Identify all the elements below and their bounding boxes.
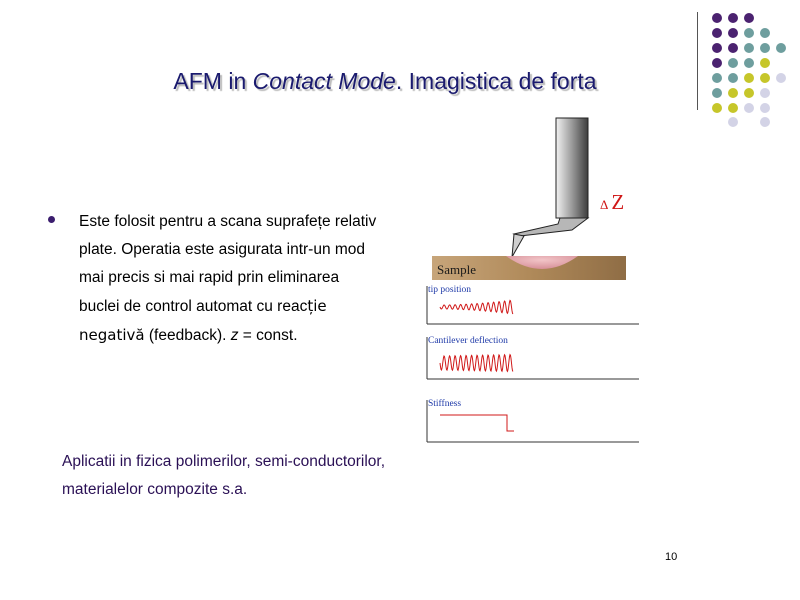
applications-text: Aplicatii in fizica polimerilor, semi-conductorilor, materialelor compozite s.a. — [62, 453, 386, 498]
bullet-text-main: Este folosit pentru a scana suprafețe relativ plate. Operatia este asigurata intr-un mod mai precis si mai rapid prin eliminarea buclei de control automat cu reac — [79, 213, 377, 315]
decorative-vertical-line — [697, 12, 698, 110]
probe-holder — [556, 118, 588, 218]
bullet-text — [79, 208, 379, 350]
dot-row-6 — [712, 88, 770, 98]
bullet-text-feedback-term: ție negativă — [79, 297, 327, 344]
dot-row-3 — [712, 43, 786, 53]
tip-position-label: tip position — [428, 285, 472, 295]
z-letter: Z — [611, 190, 625, 214]
decorative-dot-grid — [0, 0, 800, 130]
stiffness-label: Stiffness — [428, 399, 462, 409]
dot-row-4 — [712, 58, 770, 68]
title-italic: Contact Mode — [252, 68, 396, 94]
probe-tip — [512, 234, 524, 257]
cantilever-deflection-signal — [440, 355, 513, 372]
cantilever-deflection-label: Cantilever deflection — [428, 336, 508, 346]
dot-row-2 — [712, 28, 770, 38]
bullet-text-z: z — [230, 327, 239, 344]
dot-row-1 — [712, 13, 754, 23]
panel-cantilever-deflection — [427, 335, 639, 379]
tip-position-signal — [440, 300, 513, 314]
panel-tip-position — [427, 285, 639, 324]
bullet-text-feedback: (feedback). — [144, 327, 231, 344]
dot-row-7 — [712, 103, 770, 113]
dot-row-5 — [712, 73, 786, 83]
panel-stiffness — [427, 398, 639, 442]
delta-z-label — [600, 190, 624, 214]
title-part2: . Imagistica de forta — [395, 68, 597, 94]
cantilever — [514, 218, 588, 236]
delta-symbol: Δ — [600, 197, 609, 212]
bullet-text-const: = const. — [238, 327, 298, 344]
bullet-dot-icon — [48, 216, 55, 223]
stiffness-signal — [440, 415, 514, 431]
page-number: 10 — [665, 551, 678, 563]
dot-row-8 — [728, 117, 770, 127]
sample-label: Sample — [437, 262, 476, 277]
title-part1: AFM in — [173, 68, 253, 94]
afm-diagram — [420, 110, 645, 450]
slide-title — [120, 68, 650, 95]
